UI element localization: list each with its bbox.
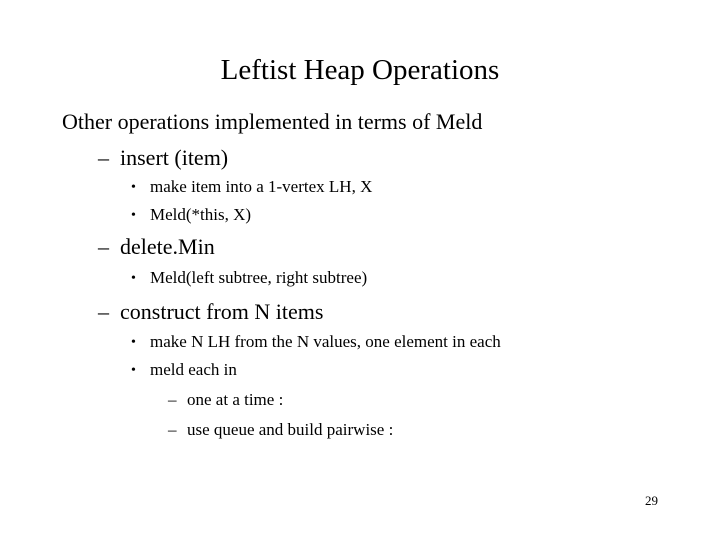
- list-item: [131, 268, 367, 290]
- section-heading: delete.Min: [120, 234, 215, 259]
- intro-text: Other operations implemented in terms of Meld: [62, 109, 483, 134]
- list-item-text: make N LH from the N values, one element in each: [150, 332, 501, 351]
- list-item-text: Meld(left subtree, right subtree): [150, 268, 368, 287]
- dash-marker: –: [168, 390, 177, 409]
- section-construct: [98, 299, 323, 325]
- list-item: [131, 177, 372, 199]
- bullet-marker: •: [131, 363, 136, 378]
- list-item-text: make item into a 1-vertex LH, X: [150, 177, 373, 196]
- dash-marker: –: [168, 420, 177, 439]
- section-heading: insert (item): [120, 145, 229, 170]
- section-heading: construct from N items: [120, 299, 324, 324]
- list-item: [131, 205, 251, 227]
- list-item: [131, 332, 501, 354]
- sub-list-item-text: use queue and build pairwise :: [187, 420, 394, 439]
- bullet-marker: •: [131, 335, 136, 350]
- bullet-marker: •: [131, 180, 136, 195]
- sub-list-item: [168, 420, 393, 440]
- list-item: [131, 360, 237, 382]
- slide-title: Leftist Heap Operations: [220, 54, 500, 86]
- dash-marker: –: [98, 299, 109, 324]
- bullet-marker: •: [131, 271, 136, 286]
- section-insert: [98, 145, 228, 171]
- page-number: 29: [645, 493, 658, 508]
- sub-list-item: [168, 390, 283, 410]
- dash-marker: –: [98, 145, 109, 170]
- list-item-text: meld each in: [150, 360, 237, 379]
- bullet-marker: •: [131, 208, 136, 223]
- dash-marker: –: [98, 234, 109, 259]
- list-item-text: Meld(*this, X): [150, 205, 252, 224]
- sub-list-item-text: one at a time :: [187, 390, 284, 409]
- section-delete-min: [98, 234, 215, 260]
